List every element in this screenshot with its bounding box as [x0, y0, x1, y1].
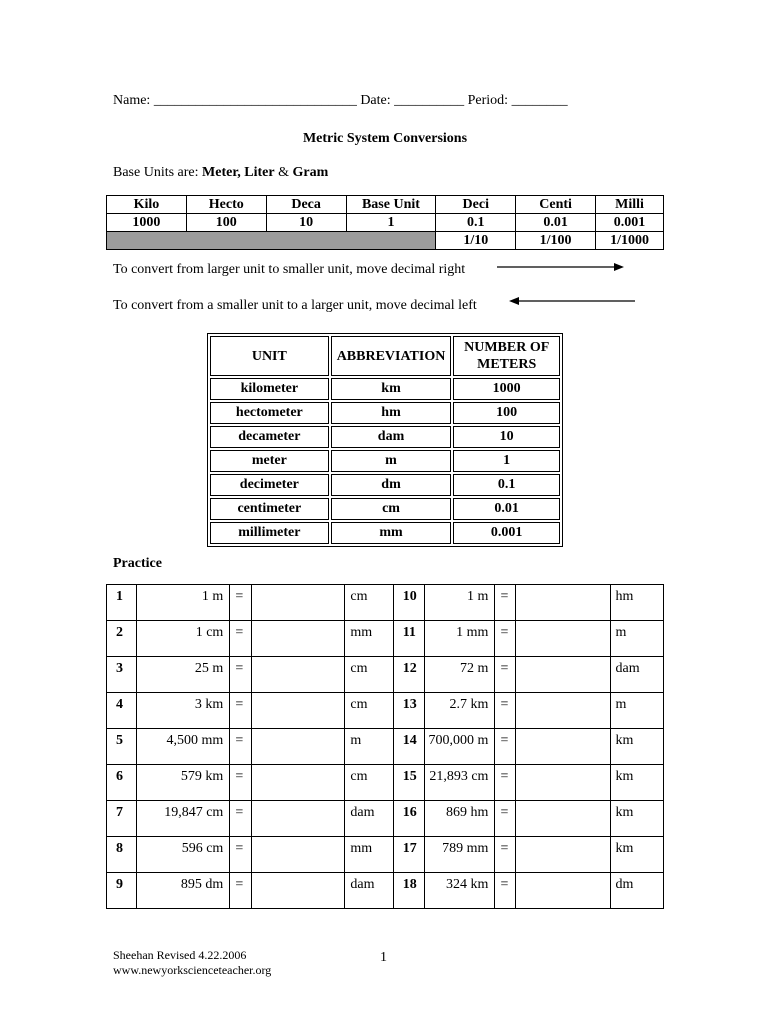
- answer-blank[interactable]: [251, 765, 345, 801]
- practice-row: [107, 765, 664, 801]
- unit-meters: 10: [453, 426, 560, 448]
- given-quantity: [424, 693, 495, 729]
- problem-number-text: 5: [116, 733, 123, 748]
- equals-sign: [230, 801, 252, 837]
- given-quantity: [136, 621, 230, 657]
- given-quantity: [136, 801, 230, 837]
- answer-blank[interactable]: [251, 873, 345, 909]
- target-unit: [610, 873, 663, 909]
- given-quantity: [136, 585, 230, 621]
- given-quantity-text: 789 mm: [442, 841, 489, 856]
- equals-sign: [495, 657, 516, 693]
- target-unit-text: km: [615, 733, 634, 748]
- prefix-value: 0.1: [436, 214, 516, 232]
- answer-blank[interactable]: [515, 837, 610, 873]
- target-unit-text: km: [615, 805, 634, 820]
- prefix-header-row: [107, 196, 664, 214]
- given-quantity: [424, 621, 495, 657]
- target-unit-text: mm: [350, 625, 373, 640]
- equals-sign-text: =: [500, 805, 509, 820]
- problem-number: [393, 873, 424, 909]
- unit-name: decimeter: [210, 474, 329, 496]
- equals-sign: [495, 693, 516, 729]
- problem-number-text: 17: [402, 841, 417, 856]
- prefix-value: 0.001: [596, 214, 664, 232]
- given-quantity-text: 324 km: [446, 877, 489, 892]
- target-unit: [345, 693, 393, 729]
- unit-header: UNIT: [210, 336, 329, 376]
- target-unit: [610, 621, 663, 657]
- problem-number: [107, 837, 137, 873]
- problem-number: [393, 657, 424, 693]
- right-arrow-icon: [496, 261, 626, 273]
- unit-meters: 0.01: [453, 498, 560, 520]
- given-quantity: [136, 765, 230, 801]
- given-quantity: [424, 837, 495, 873]
- shaded-cell: [107, 232, 436, 250]
- unit-abbreviation: cm: [331, 498, 452, 520]
- unit-row: [210, 378, 560, 400]
- target-unit-text: dam: [350, 877, 375, 892]
- answer-blank[interactable]: [515, 657, 610, 693]
- answer-blank[interactable]: [515, 801, 610, 837]
- problem-number-text: 16: [402, 805, 417, 820]
- prefix-value: 1000: [107, 214, 187, 232]
- answer-blank[interactable]: [251, 585, 345, 621]
- practice-row: [107, 585, 664, 621]
- unit-meters: 0.1: [453, 474, 560, 496]
- abbreviation-header: ABBREVIATION: [331, 336, 452, 376]
- equals-sign-text: =: [500, 877, 509, 892]
- target-unit: [610, 693, 663, 729]
- target-unit: [610, 837, 663, 873]
- target-unit: [345, 801, 393, 837]
- equals-sign: [495, 765, 516, 801]
- unit-name: kilometer: [210, 378, 329, 400]
- given-quantity: [424, 765, 495, 801]
- prefix-fraction: 1/1000: [596, 232, 664, 250]
- prefix-value-row: [107, 214, 664, 232]
- prefix-header-centi: Centi: [516, 196, 596, 214]
- problem-number-text: 11: [402, 625, 416, 640]
- problem-number-text: 6: [116, 769, 123, 784]
- equals-sign: [230, 873, 252, 909]
- given-quantity-text: 19,847 cm: [164, 805, 224, 820]
- target-unit: [610, 585, 663, 621]
- answer-blank[interactable]: [515, 621, 610, 657]
- given-quantity-text: 72 m: [460, 661, 489, 676]
- given-quantity: [424, 729, 495, 765]
- prefix-value: 0.01: [516, 214, 596, 232]
- page-title: Metric System Conversions: [302, 131, 468, 146]
- problem-number-text: 7: [116, 805, 123, 820]
- practice-row: [107, 657, 664, 693]
- target-unit-text: m: [350, 733, 362, 748]
- problem-number: [393, 837, 424, 873]
- problem-number: [107, 729, 137, 765]
- answer-blank[interactable]: [515, 585, 610, 621]
- equals-sign-text: =: [500, 661, 509, 676]
- given-quantity-text: 2.7 km: [449, 697, 489, 712]
- prefix-fraction: 1/10: [436, 232, 516, 250]
- equals-sign: [495, 729, 516, 765]
- unit-meters: 1000: [453, 378, 560, 400]
- practice-row: [107, 837, 664, 873]
- answer-blank[interactable]: [251, 837, 345, 873]
- given-quantity-text: 25 m: [194, 661, 224, 676]
- problem-number: [107, 585, 137, 621]
- equals-sign-text: =: [235, 733, 244, 748]
- unit-abbreviation: dm: [331, 474, 452, 496]
- target-unit-text: cm: [350, 769, 368, 784]
- target-unit: [345, 837, 393, 873]
- page-number: 1: [380, 950, 387, 965]
- unit-name: decameter: [210, 426, 329, 448]
- problem-number-text: 3: [116, 661, 123, 676]
- answer-blank[interactable]: [515, 729, 610, 765]
- answer-blank[interactable]: [251, 621, 345, 657]
- target-unit-text: m: [615, 625, 627, 640]
- target-unit-text: hm: [615, 589, 634, 604]
- base-units-ampersand: &: [274, 165, 293, 180]
- practice-heading: Practice: [113, 556, 162, 571]
- target-unit: [345, 621, 393, 657]
- problem-number: [107, 801, 137, 837]
- equals-sign-text: =: [235, 769, 244, 784]
- problem-number-text: 13: [402, 697, 417, 712]
- given-quantity-text: 1 m: [467, 589, 489, 604]
- equals-sign: [230, 657, 252, 693]
- left-arrow-icon: [507, 295, 637, 307]
- answer-blank[interactable]: [515, 765, 610, 801]
- given-quantity: [424, 873, 495, 909]
- practice-row: [107, 873, 664, 909]
- unit-row: [210, 498, 560, 520]
- equals-sign-text: =: [235, 805, 244, 820]
- target-unit: [345, 873, 393, 909]
- given-quantity: [424, 657, 495, 693]
- unit-meters: 0.001: [453, 522, 560, 544]
- given-quantity-text: 700,000 m: [428, 733, 489, 748]
- given-quantity: [136, 657, 230, 693]
- equals-sign-text: =: [500, 769, 509, 784]
- unit-row: [210, 450, 560, 472]
- equals-sign: [230, 621, 252, 657]
- target-unit-text: dam: [615, 661, 640, 676]
- given-quantity: [424, 801, 495, 837]
- answer-blank[interactable]: [515, 873, 610, 909]
- given-quantity-text: 4,500 mm: [166, 733, 224, 748]
- problem-number-text: 10: [402, 589, 417, 604]
- unit-name: millimeter: [210, 522, 329, 544]
- prefix-fraction: 1/100: [516, 232, 596, 250]
- problem-number-text: 1: [116, 589, 123, 604]
- practice-table: [106, 584, 664, 909]
- target-unit-text: km: [615, 841, 634, 856]
- practice-row: [107, 693, 664, 729]
- equals-sign: [230, 693, 252, 729]
- target-unit-text: km: [615, 769, 634, 784]
- given-quantity-text: 579 km: [180, 769, 224, 784]
- prefix-header-kilo: Kilo: [107, 196, 187, 214]
- equals-sign: [230, 729, 252, 765]
- unit-name: meter: [210, 450, 329, 472]
- base-units-gram: Gram: [292, 165, 329, 180]
- target-unit: [610, 657, 663, 693]
- prefix-header-milli: Milli: [596, 196, 664, 214]
- answer-blank[interactable]: [251, 729, 345, 765]
- problem-number-text: 9: [116, 877, 123, 892]
- target-unit: [610, 729, 663, 765]
- prefix-value: 1: [346, 214, 436, 232]
- equals-sign-text: =: [500, 697, 509, 712]
- answer-blank[interactable]: [251, 693, 345, 729]
- rule-smaller-to-larger: To convert from a smaller unit to a larger unit, move decimal left: [113, 298, 477, 313]
- unit-abbreviation: m: [331, 450, 452, 472]
- problem-number-text: 18: [402, 877, 417, 892]
- unit-row: [210, 402, 560, 424]
- target-unit: [345, 657, 393, 693]
- problem-number-text: 8: [116, 841, 123, 856]
- prefix-value: 10: [266, 214, 346, 232]
- problem-number: [107, 621, 137, 657]
- prefix-header-hecto: Hecto: [186, 196, 266, 214]
- problem-number: [107, 765, 137, 801]
- unit-table: [207, 333, 563, 547]
- prefix-header-deca: Deca: [266, 196, 346, 214]
- target-unit-text: cm: [350, 697, 368, 712]
- problem-number-text: 4: [116, 697, 123, 712]
- given-quantity: [424, 585, 495, 621]
- target-unit-text: dm: [615, 877, 634, 892]
- equals-sign-text: =: [235, 589, 244, 604]
- unit-meters: 100: [453, 402, 560, 424]
- base-units-meter-liter: Meter, Liter: [202, 165, 275, 180]
- unit-table-header-row: [210, 336, 560, 376]
- equals-sign: [495, 621, 516, 657]
- given-quantity: [136, 873, 230, 909]
- unit-row: [210, 474, 560, 496]
- target-unit: [610, 765, 663, 801]
- equals-sign: [230, 585, 252, 621]
- given-quantity-text: 895 dm: [180, 877, 224, 892]
- problem-number: [393, 693, 424, 729]
- practice-row: [107, 801, 664, 837]
- given-quantity-text: 869 hm: [446, 805, 489, 820]
- given-quantity: [136, 729, 230, 765]
- given-quantity-text: 1 cm: [195, 625, 224, 640]
- footer-credit: [113, 948, 271, 978]
- given-quantity: [136, 693, 230, 729]
- problem-number-text: 15: [402, 769, 417, 784]
- unit-row: [210, 522, 560, 544]
- unit-name: centimeter: [210, 498, 329, 520]
- equals-sign: [495, 585, 516, 621]
- unit-abbreviation: mm: [331, 522, 452, 544]
- unit-abbreviation: hm: [331, 402, 452, 424]
- prefix-table: [106, 195, 664, 250]
- unit-meters: 1: [453, 450, 560, 472]
- prefix-header-base-unit: Base Unit: [346, 196, 436, 214]
- equals-sign: [495, 801, 516, 837]
- prefix-value: 100: [186, 214, 266, 232]
- equals-sign-text: =: [235, 625, 244, 640]
- practice-row: [107, 621, 664, 657]
- target-unit: [345, 765, 393, 801]
- given-quantity: [136, 837, 230, 873]
- target-unit-text: dam: [350, 805, 375, 820]
- problem-number: [393, 621, 424, 657]
- problem-number: [393, 765, 424, 801]
- number-of-meters-header: NUMBER OF METERS: [453, 336, 560, 376]
- equals-sign-text: =: [500, 589, 509, 604]
- base-units-label: Base Units are:: [113, 165, 203, 180]
- equals-sign-text: =: [235, 877, 244, 892]
- answer-blank[interactable]: [251, 657, 345, 693]
- target-unit-text: mm: [350, 841, 373, 856]
- name-date-period-line: Name: _____________________________ Date: __________ Period: ________: [113, 93, 568, 108]
- target-unit-text: cm: [350, 661, 368, 676]
- prefix-fraction-row: [107, 232, 664, 250]
- problem-number-text: 14: [402, 733, 417, 748]
- equals-sign-text: =: [235, 661, 244, 676]
- equals-sign-text: =: [500, 733, 509, 748]
- equals-sign-text: =: [235, 841, 244, 856]
- footer-website[interactable]: www.newyorkscienceteacher.org: [113, 963, 272, 977]
- rule-larger-to-smaller: To convert from larger unit to smaller unit, move decimal right: [113, 262, 466, 277]
- footer-author: Sheehan Revised 4.22.2006: [113, 948, 247, 962]
- problem-number-text: 2: [116, 625, 123, 640]
- problem-number: [107, 693, 137, 729]
- equals-sign: [495, 837, 516, 873]
- prefix-header-deci: Deci: [436, 196, 516, 214]
- target-unit-text: cm: [350, 589, 368, 604]
- problem-number: [107, 657, 137, 693]
- equals-sign: [495, 873, 516, 909]
- problem-number: [393, 585, 424, 621]
- given-quantity-text: 21,893 cm: [429, 769, 489, 784]
- target-unit: [345, 729, 393, 765]
- unit-row: [210, 426, 560, 448]
- base-units-line: [113, 165, 328, 181]
- equals-sign: [230, 837, 252, 873]
- target-unit: [345, 585, 393, 621]
- unit-abbreviation: km: [331, 378, 452, 400]
- equals-sign-text: =: [500, 625, 509, 640]
- unit-abbreviation: dam: [331, 426, 452, 448]
- problem-number: [393, 801, 424, 837]
- problem-number: [393, 729, 424, 765]
- answer-blank[interactable]: [515, 693, 610, 729]
- answer-blank[interactable]: [251, 801, 345, 837]
- unit-name: hectometer: [210, 402, 329, 424]
- equals-sign: [230, 765, 252, 801]
- given-quantity-text: 1 mm: [456, 625, 489, 640]
- equals-sign-text: =: [500, 841, 509, 856]
- given-quantity-text: 3 km: [194, 697, 224, 712]
- problem-number-text: 12: [402, 661, 417, 676]
- target-unit-text: m: [615, 697, 627, 712]
- target-unit: [610, 801, 663, 837]
- equals-sign-text: =: [235, 697, 244, 712]
- practice-row: [107, 729, 664, 765]
- given-quantity-text: 596 cm: [181, 841, 224, 856]
- given-quantity-text: 1 m: [201, 589, 224, 604]
- problem-number: [107, 873, 137, 909]
